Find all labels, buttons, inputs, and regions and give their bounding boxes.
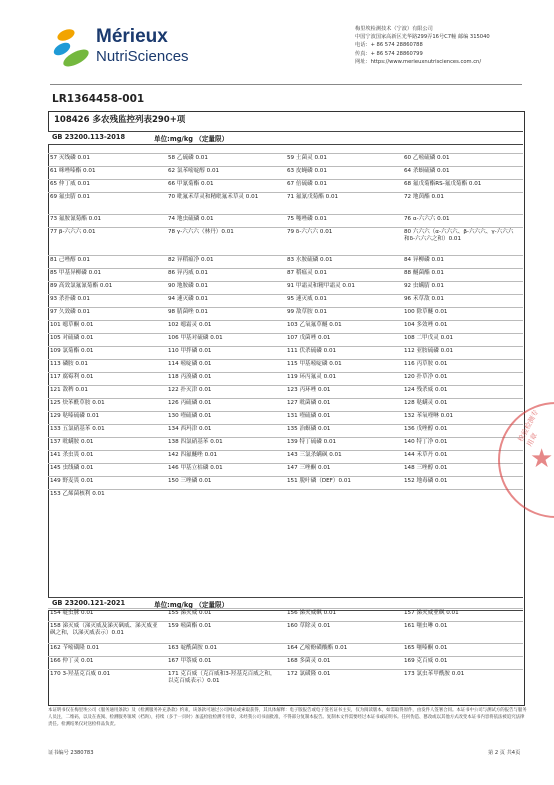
row-divider [48, 450, 523, 451]
address-line: 梅里埃检测技术（宁波）有限公司 [355, 26, 433, 32]
pesticide-cell: 95 速灭威 0.01 [287, 296, 327, 302]
pesticide-cell: 104 多效唑 0.01 [404, 322, 448, 328]
pesticide-cell: 69 氟虫腈 0.01 [50, 194, 90, 200]
row-divider [48, 227, 523, 228]
pesticide-cell: 123 丙环唑 0.01 [287, 387, 331, 393]
pesticide-cell: 68 氟戊菊酯RS-氟戊菊酯 0.01 [404, 181, 482, 187]
pesticide-cell: 101 噁草酮 0.01 [50, 322, 94, 328]
company-address-block [355, 25, 490, 66]
pesticide-cell: 154 啶虫脒 0.01 [50, 610, 94, 616]
pesticide-cell: 149 野麦畏 0.01 [50, 478, 94, 484]
row-divider [48, 281, 523, 282]
pesticide-cell: 162 苄嘧磺隆 0.01 [50, 645, 100, 651]
address-line: 电话：+ 86 574 28860788 [355, 42, 423, 49]
row-divider [48, 320, 523, 321]
pesticide-cell: 99 敌草胺 0.01 [287, 309, 327, 315]
row-divider [48, 411, 523, 412]
pesticide-cell: 122 扑灭津 0.01 [168, 387, 212, 393]
pesticide-cell: 134 西玛津 0.01 [168, 426, 212, 432]
section-standard: GB 23200.113-2018 [52, 133, 126, 141]
pesticide-cell: 100 除草醚 0.01 [404, 309, 448, 315]
pesticide-cell: 92 虫螨腈 0.01 [404, 283, 444, 289]
pesticide-cell: 158 涕灭威（涕灭威及涕灭砜威、涕灭威亚砜之和，以涕灭威表示）0.01 [50, 623, 158, 637]
pesticide-cell: 116 丙草胺 0.01 [404, 361, 448, 367]
pesticide-cell: 64 杀螟硫磷 0.01 [404, 168, 450, 174]
pesticide-cell: 119 环丙氟灵 0.01 [287, 374, 337, 380]
section-header-row [48, 131, 523, 145]
certificate-number: 证书编号 2380783 [48, 750, 94, 756]
pesticide-cell: 163 啶酰菌胺 0.01 [168, 645, 218, 651]
pesticide-cell: 57 灭线磷 0.01 [50, 155, 90, 161]
pesticide-cell: 128 哒螨灵 0.01 [404, 400, 448, 406]
row-divider [48, 372, 523, 373]
pesticide-cell: 86 异丙威 0.01 [168, 270, 208, 276]
pesticide-cell: 73 氟胺氰菊酯 0.01 [50, 216, 102, 222]
pesticide-cell: 117 腐霉利 0.01 [50, 374, 94, 380]
pesticide-cell: 155 涕灭威 0.01 [168, 610, 212, 616]
pesticide-cell: 60 乙嘧硫磷 0.01 [404, 155, 450, 161]
pesticide-cell: 120 扑草净 0.01 [404, 374, 448, 380]
pesticide-cell: 146 甲基立枯磷 0.01 [168, 465, 223, 471]
pesticide-cell: 169 克百威 0.01 [404, 658, 448, 664]
row-divider [48, 179, 523, 180]
row-divider [48, 333, 523, 334]
pesticide-cell: 160 草除灵 0.01 [287, 623, 331, 629]
pesticide-cell: 145 虫线磷 0.01 [50, 465, 94, 471]
pesticide-cell: 113 磷胺 0.01 [50, 361, 88, 367]
pesticide-cell: 80 六六六（α-六六六、β-六六六、γ-六六六和δ-六六六之和）0.01 [404, 229, 514, 243]
logo-text-merieux: Mérieux [96, 26, 168, 47]
row-divider [48, 385, 523, 386]
stamp-star-icon: ★ [530, 444, 554, 474]
pesticide-cell: 70 吡氟禾草灵和精吡氟禾草灵 0.01 [168, 194, 259, 200]
pesticide-cell: 138 四氯硝基苯 0.01 [168, 439, 223, 445]
row-divider [48, 346, 523, 347]
pesticide-cell: 165 噻嗪酮 0.01 [404, 645, 448, 651]
row-divider [48, 359, 523, 360]
pesticide-cell: 111 伏杀硫磷 0.01 [287, 348, 337, 354]
company-logo [52, 24, 192, 74]
header-divider [50, 84, 522, 85]
pesticide-cell: 153 乙烯菌核利 0.01 [50, 491, 105, 497]
pesticide-cell: 78 γ-六六六（林丹）0.01 [168, 229, 234, 235]
pesticide-cell: 171 克百威（克百威和3-羟基克百威之和，以克百威表示）0.01 [168, 671, 276, 685]
row-divider [48, 255, 523, 256]
pesticide-cell: 150 三唑磷 0.01 [168, 478, 212, 484]
row-divider [48, 476, 523, 477]
pesticide-cell: 98 腈菌唑 0.01 [168, 309, 208, 315]
pesticide-cell: 159 嘧菌酯 0.01 [168, 623, 212, 629]
pesticide-cell: 132 苯氧喹啉 0.01 [404, 413, 454, 419]
pesticide-cell: 83 水胺硫磷 0.01 [287, 257, 333, 263]
row-divider [48, 437, 523, 438]
pesticide-cell: 131 喹硫磷 0.01 [287, 413, 331, 419]
pesticide-cell: 127 吡菌磷 0.01 [287, 400, 331, 406]
pesticide-cell: 59 土菌灵 0.01 [287, 155, 327, 161]
pesticide-cell: 90 地胺磷 0.01 [168, 283, 208, 289]
pesticide-cell: 137 吡螨胺 0.01 [50, 439, 94, 445]
page-number: 第 2 页 共4页 [488, 750, 521, 756]
row-divider [48, 643, 523, 644]
pesticide-cell: 167 甲萘威 0.01 [168, 658, 212, 664]
row-divider [48, 621, 523, 622]
address-line: 传真：+ 86 574 28860799 [355, 50, 423, 57]
pesticide-cell: 170 3-羟基克百威 0.01 [50, 671, 111, 677]
pesticide-cell: 66 甲氰菊酯 0.01 [168, 181, 214, 187]
pesticide-cell: 156 涕灭威砜 0.01 [287, 610, 337, 616]
row-divider [48, 153, 523, 154]
pesticide-cell: 88 醚菌酯 0.01 [404, 270, 444, 276]
row-divider [48, 424, 523, 425]
section-standard: GB 23200.121-2021 [52, 599, 126, 607]
pesticide-cell: 151 脱叶磷（DEF）0.01 [287, 478, 351, 484]
pesticide-cell: 61 咪唑嗪酯 0.01 [50, 168, 96, 174]
pesticide-cell: 148 三唑醇 0.01 [404, 465, 448, 471]
pesticide-cell: 142 四氟醚唑 0.01 [168, 452, 218, 458]
table-title-row [48, 113, 523, 127]
table-title: 108426 多农残监控列表290+项 [54, 115, 186, 125]
pesticide-cell: 58 乙硫磷 0.01 [168, 155, 208, 161]
pesticide-cell: 97 久效磷 0.01 [50, 309, 90, 315]
pesticide-cell: 135 治螟磷 0.01 [287, 426, 331, 432]
section-unit: 单位:mg/kg （定量限） [154, 135, 229, 143]
pesticide-cell: 87 稻瘟灵 0.01 [287, 270, 327, 276]
row-divider [48, 307, 523, 308]
pesticide-cell: 96 禾草敌 0.01 [404, 296, 444, 302]
pesticide-cell: 147 三唑酮 0.01 [287, 465, 331, 471]
pesticide-cell: 65 仲丁威 0.01 [50, 181, 90, 187]
pesticide-cell: 140 特丁净 0.01 [404, 439, 448, 445]
row-divider [48, 214, 523, 215]
pesticide-cell: 85 甲基异柳磷 0.01 [50, 270, 102, 276]
pesticide-cell: 75 噻唑磷 0.01 [287, 216, 327, 222]
pesticide-cell: 136 戊唑醇 0.01 [404, 426, 448, 432]
pesticide-cell: 161 噻虫啉 0.01 [404, 623, 448, 629]
pesticide-cell: 107 戊菌唑 0.01 [287, 335, 331, 341]
pesticide-cell: 67 倍硫磷 0.01 [287, 181, 327, 187]
pesticide-cell: 108 二甲戊灵 0.01 [404, 335, 454, 341]
address-line[interactable]: 网址：https://www.merieuxnutrisciences.com.cn/ [355, 58, 482, 65]
pesticide-cell: 106 甲基对硫磷 0.01 [168, 335, 223, 341]
pesticide-cell: 125 炔苯酰草胺 0.01 [50, 400, 105, 406]
row-divider [48, 166, 523, 167]
pesticide-cell: 114 嘧啶磷 0.01 [168, 361, 212, 367]
row-divider [48, 463, 523, 464]
row-divider [48, 268, 523, 269]
row-divider [48, 656, 523, 657]
pesticide-cell: 109 氯菊酯 0.01 [50, 348, 94, 354]
pesticide-cell: 130 喹硫磷 0.01 [168, 413, 212, 419]
logo-text-nutrisciences: NutriSciences [96, 48, 189, 65]
pesticide-cell: 164 乙嘧酚磺酸酯 0.01 [287, 645, 348, 651]
pesticide-cell: 133 五氯硝基苯 0.01 [50, 426, 105, 432]
pesticide-cell: 115 甲基嘧啶磷 0.01 [287, 361, 342, 367]
pesticide-cell: 118 丙溴磷 0.01 [168, 374, 212, 380]
pesticide-cell: 144 禾草丹 0.01 [404, 452, 448, 458]
pesticide-cell: 81 己唑醇 0.01 [50, 257, 90, 263]
pesticide-cell: 84 异柳磷 0.01 [404, 257, 444, 263]
pesticide-cell: 82 异稻瘟净 0.01 [168, 257, 214, 263]
pesticide-cell: 71 氟氰戊菊酯 0.01 [287, 194, 339, 200]
pesticide-cell: 139 特丁硫磷 0.01 [287, 439, 337, 445]
pesticide-cell: 102 噁霜灵 0.01 [168, 322, 212, 328]
row-divider [48, 294, 523, 295]
pesticide-cell: 173 氯虫苯甲酰胺 0.01 [404, 671, 465, 677]
pesticide-cell: 94 速灭磷 0.01 [168, 296, 208, 302]
pesticide-cell: 105 对硫磷 0.01 [50, 335, 94, 341]
row-divider [48, 669, 523, 670]
pesticide-cell: 121 敌稗 0.01 [50, 387, 88, 393]
pesticide-cell: 77 β-六六六 0.01 [50, 229, 96, 235]
pesticide-cell: 63 皮蝇磷 0.01 [287, 168, 327, 174]
pesticide-cell: 126 丙硫磷 0.01 [168, 400, 212, 406]
address-line: 中国宁波国家高新区光华路299弄16号C7幢 邮编 315040 [355, 34, 490, 41]
pesticide-cell: 89 高效氯氟氰菊酯 0.01 [50, 283, 113, 289]
pesticide-cell: 103 乙氧氟草醚 0.01 [287, 322, 342, 328]
footnote: 本证明书仅在梅里埃公司《服务通用条款》及《检测服务补充条款》约束，该条款可通过公司网站或索取获得，其具体解释：电子版报告或电子签名证书主实，仅为阅读版本，如需取得原件，由发件人签署合同。本证书中公司与测试方的报告与服务人员注，二维码，以及在查阅、检测服务领域（档询），持续（多于一页时）加盖检验检测专用章，未经我公司书面批准，不得部分复制本报告。复制本文件需要经过本证书或证明书。任何伪造、篡改或以其他方式改变本证书内容将依法被追究法律责任。检测结果仅对送检样品负责。 [48, 708, 527, 727]
pesticide-cell: 143 三氯杀螨砜 0.01 [287, 452, 342, 458]
pesticide-cell: 79 δ-六六六 0.01 [287, 229, 333, 235]
stamp-text: 检验检测专用章 [516, 408, 541, 448]
pesticide-cell: 112 亚胺硫磷 0.01 [404, 348, 454, 354]
row-divider [48, 192, 523, 193]
row-divider [48, 489, 523, 490]
pesticide-cell: 172 氯磺隆 0.01 [287, 671, 331, 677]
pesticide-cell: 110 甲拌磷 0.01 [168, 348, 212, 354]
pesticide-cell: 72 地茵酯 0.01 [404, 194, 444, 200]
pesticide-cell: 157 涕灭威亚砜 0.01 [404, 610, 459, 616]
section-unit: 单位:mg/kg （定量限） [154, 601, 229, 609]
logo-mark-icon [52, 24, 94, 70]
row-divider [48, 608, 523, 609]
pesticide-cell: 76 α-六六六 0.01 [404, 216, 450, 222]
pesticide-cell: 93 杀扑磷 0.01 [50, 296, 90, 302]
pesticide-cell: 168 多菌灵 0.01 [287, 658, 331, 664]
pesticide-cell: 166 仲丁灵 0.01 [50, 658, 94, 664]
pesticide-cell: 91 甲霜灵和精甲霜灵 0.01 [287, 283, 355, 289]
pesticide-cell: 152 地毒磷 0.01 [404, 478, 448, 484]
pesticide-cell: 129 哒嗪硫磷 0.01 [50, 413, 100, 419]
pesticide-cell: 124 残杀威 0.01 [404, 387, 448, 393]
pesticide-cell: 141 杀虫畏 0.01 [50, 452, 94, 458]
pesticide-cell: 62 氯苯嘧啶醇 0.01 [168, 168, 220, 174]
row-divider [48, 398, 523, 399]
pesticide-cell: 74 地虫硫磷 0.01 [168, 216, 214, 222]
report-number: LR1364458-001 [52, 93, 145, 105]
